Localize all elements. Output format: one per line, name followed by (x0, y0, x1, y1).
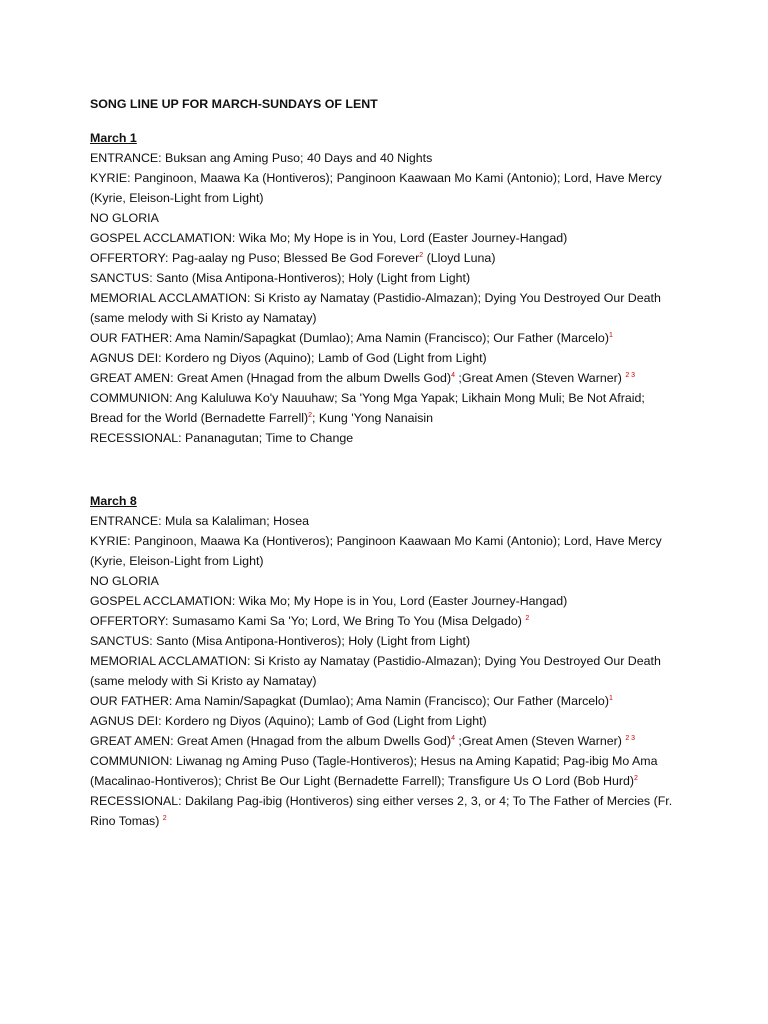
footnote-marker: 2 (162, 815, 167, 822)
line-label: SANCTUS: (90, 634, 153, 648)
song-section (90, 491, 690, 831)
line-text-after: (Lloyd Luna) (423, 251, 496, 265)
song-line-continued (90, 671, 690, 691)
line-label: RECESSIONAL: (90, 794, 182, 808)
song-line (90, 591, 690, 611)
song-line (90, 228, 690, 248)
line-label: NO GLORIA (90, 574, 159, 588)
line-label: GREAT AMEN: (90, 734, 174, 748)
line-text: Santo (Misa Antipona-Hontiveros); Holy (Light from Light) (152, 271, 471, 285)
line-text: Buksan ang Aming Puso; 40 Days and 40 Nights (161, 151, 433, 165)
footnote-marker: 2 (525, 615, 530, 622)
line-text: Kordero ng Diyos (Aquino); Lamb of God (Light from Light) (161, 351, 487, 365)
line-label: GOSPEL ACCLAMATION: (90, 231, 236, 245)
line-text: Bread for the World (Bernadette Farrell) (90, 411, 309, 425)
song-line-continued (90, 771, 690, 791)
line-text: Wika Mo; My Hope is in You, Lord (Easter Journey-Hangad) (235, 594, 568, 608)
line-text: (same melody with Si Kristo ay Namatay) (90, 674, 317, 688)
line-text: (same melody with Si Kristo ay Namatay) (90, 311, 317, 325)
line-text-after: ; Kung 'Yong Nanaisin (311, 411, 434, 425)
song-line (90, 511, 690, 531)
line-text: Wika Mo; My Hope is in You, Lord (Easter Journey-Hangad) (235, 231, 568, 245)
line-label: SANCTUS: (90, 271, 153, 285)
song-line-continued (90, 408, 690, 428)
song-line-continued (90, 811, 690, 831)
footnote-marker: 1 (608, 332, 613, 339)
line-label: KYRIE: (90, 534, 131, 548)
footnote-marker: 2 3 (625, 735, 636, 742)
line-text: Si Kristo ay Namatay (Pastidio-Almazan); Dying You Destroyed Our Death (250, 291, 661, 305)
line-label: OUR FATHER: (90, 694, 173, 708)
section-date: March 8 (90, 494, 137, 508)
line-text: Si Kristo ay Namatay (Pastidio-Almazan); Dying You Destroyed Our Death (250, 654, 661, 668)
line-label: OUR FATHER: (90, 331, 173, 345)
line-label: COMMUNION: (90, 754, 173, 768)
document-content (90, 94, 690, 831)
line-text: Santo (Misa Antipona-Hontiveros); Holy (Light from Light) (152, 634, 471, 648)
document-title: SONG LINE UP FOR MARCH-SUNDAYS OF LENT (90, 97, 378, 111)
line-label: AGNUS DEI: (90, 351, 162, 365)
line-label: RECESSIONAL: (90, 431, 182, 445)
line-label: KYRIE: (90, 171, 131, 185)
song-line (90, 168, 690, 188)
song-line (90, 368, 690, 388)
line-label: MEMORIAL ACCLAMATION: (90, 654, 251, 668)
song-line (90, 348, 690, 368)
line-label: ENTRANCE: (90, 151, 162, 165)
song-line (90, 631, 690, 651)
line-text: Sumasamo Kami Sa 'Yo; Lord, We Bring To You (Misa Delgado) (168, 614, 526, 628)
line-text: Ang Kaluluwa Ko'y Nauuhaw; Sa 'Yong Mga Yapak; Likhain Mong Muli; Be Not Afraid; (172, 391, 645, 405)
song-line (90, 751, 690, 771)
song-line (90, 328, 690, 348)
line-label: NO GLORIA (90, 211, 159, 225)
line-label: AGNUS DEI: (90, 714, 162, 728)
line-text: Panginoon, Maawa Ka (Hontiveros); Panginoon Kaawaan Mo Kami (Antonio); Lord, Have Mercy (130, 534, 662, 548)
line-text: Rino Tomas) (90, 814, 163, 828)
song-line (90, 388, 690, 408)
song-line (90, 651, 690, 671)
line-text: (Macalinao-Hontiveros); Christ Be Our Light (Bernadette Farrell); Transfigure Us O Lord (Bob Hurd) (90, 774, 635, 788)
line-text: (Kyrie, Eleison-Light from Light) (90, 554, 264, 568)
song-line (90, 288, 690, 308)
line-text: (Kyrie, Eleison-Light from Light) (90, 191, 264, 205)
line-label: MEMORIAL ACCLAMATION: (90, 291, 251, 305)
footnote-marker: 2 3 (625, 372, 636, 379)
song-line (90, 711, 690, 731)
line-text: Dakilang Pag-ibig (Hontiveros) sing either verses 2, 3, or 4; To The Father of Mercies (Fr. (181, 794, 673, 808)
song-line (90, 268, 690, 288)
song-line (90, 248, 690, 268)
line-text: Great Amen (Hnagad from the album Dwells God) (173, 371, 452, 385)
song-line (90, 208, 690, 228)
song-line (90, 428, 690, 448)
footnote-marker: 2 (419, 252, 424, 259)
song-line (90, 791, 690, 811)
line-label: GOSPEL ACCLAMATION: (90, 594, 236, 608)
line-text: Mula sa Kalaliman; Hosea (161, 514, 309, 528)
line-text: Ama Namin/Sapagkat (Dumlao); Ama Namin (Francisco); Our Father (Marcelo) (172, 694, 609, 708)
footnote-marker: 2 (308, 412, 312, 419)
line-label: GREAT AMEN: (90, 371, 174, 385)
line-text: Panginoon, Maawa Ka (Hontiveros); Panginoon Kaawaan Mo Kami (Antonio); Lord, Have Mercy (130, 171, 662, 185)
line-text: Pananagutan; Time to Change (181, 431, 354, 445)
song-line (90, 148, 690, 168)
line-text-after: ;Great Amen (Steven Warner) (454, 371, 626, 385)
line-text: Kordero ng Diyos (Aquino); Lamb of God (Light from Light) (161, 714, 487, 728)
line-text: Pag-aalay ng Puso; Blessed Be God Forever (168, 251, 420, 265)
song-section (90, 128, 690, 448)
song-line (90, 691, 690, 711)
line-label: COMMUNION: (90, 391, 173, 405)
song-line-continued (90, 551, 690, 571)
song-line (90, 611, 690, 631)
section-date: March 1 (90, 131, 137, 145)
sections (90, 128, 690, 831)
footnote-marker: 1 (608, 695, 613, 702)
song-line (90, 571, 690, 591)
line-label: OFFERTORY: (90, 614, 169, 628)
line-text: Great Amen (Hnagad from the album Dwells God) (173, 734, 452, 748)
line-text-after: ;Great Amen (Steven Warner) (454, 734, 626, 748)
line-text: Liwanag ng Aming Puso (Tagle-Hontiveros); Hesus na Aming Kapatid; Pag-ibig Mo Ama (172, 754, 658, 768)
footnote-marker: 4 (451, 372, 455, 379)
footnote-marker: 2 (634, 775, 638, 782)
song-line-continued (90, 188, 690, 208)
line-text: Ama Namin/Sapagkat (Dumlao); Ama Namin (Francisco); Our Father (Marcelo) (172, 331, 609, 345)
line-label: OFFERTORY: (90, 251, 169, 265)
footnote-marker: 4 (451, 735, 455, 742)
song-line (90, 731, 690, 751)
song-line-continued (90, 308, 690, 328)
line-label: ENTRANCE: (90, 514, 162, 528)
song-line (90, 531, 690, 551)
